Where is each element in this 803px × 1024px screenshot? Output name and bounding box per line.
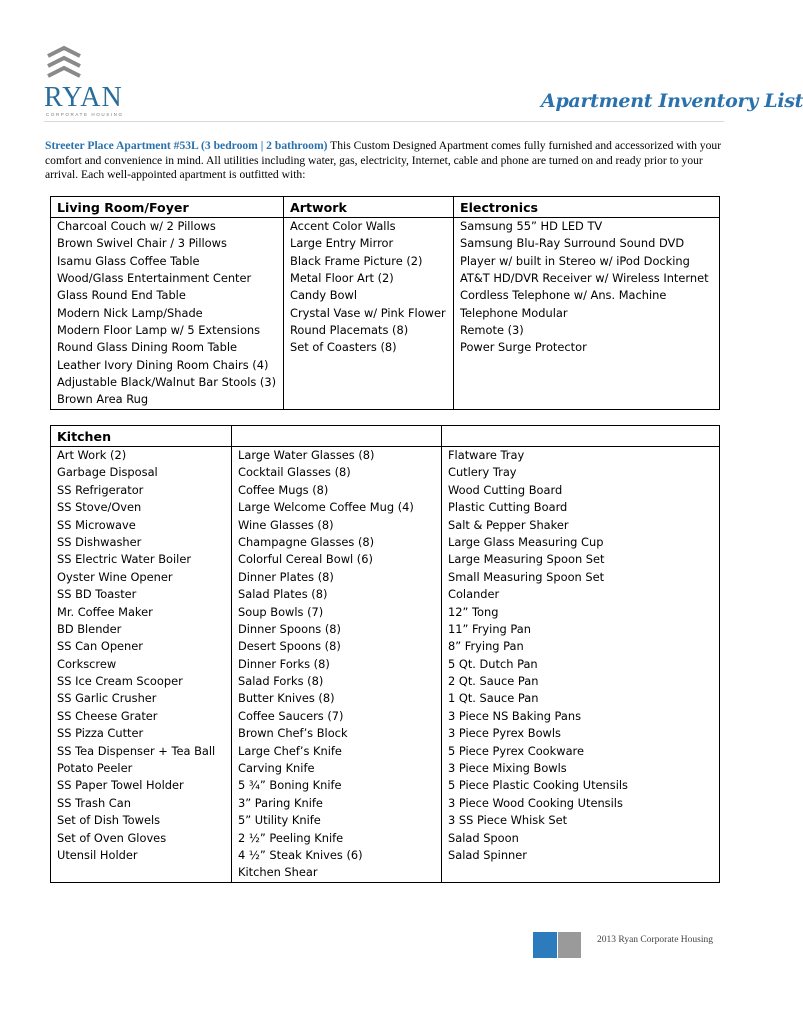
inventory-item: SS Tea Dispenser + Tea Ball xyxy=(57,743,216,758)
inventory-item: Candy Bowl xyxy=(290,288,358,303)
page-title: Apartment Inventory List xyxy=(541,90,803,112)
header-kitchen-col3 xyxy=(442,426,720,447)
inventory-item: Modern Floor Lamp w/ 5 Extensions xyxy=(57,323,261,338)
inventory-item: 5 Piece Plastic Cooking Utensils xyxy=(448,778,628,793)
inventory-item: Player w/ built in Stereo w/ iPod Docking xyxy=(460,253,690,268)
inventory-item: SS Paper Towel Holder xyxy=(57,778,184,793)
inventory-item: SS Garlic Crusher xyxy=(57,691,157,706)
logo-wordmark: RYAN xyxy=(44,82,123,113)
inventory-item: Garbage Disposal xyxy=(57,465,158,480)
inventory-item: Accent Color Walls xyxy=(290,219,396,233)
inventory-item: SS Trash Can xyxy=(57,795,131,810)
inventory-item: 3 Piece NS Baking Pans xyxy=(448,708,582,723)
inventory-item: 2 Qt. Sauce Pan xyxy=(448,674,539,689)
inventory-item: Isamu Glass Coffee Table xyxy=(57,253,200,268)
kitchen-dishware-list xyxy=(232,447,442,883)
inventory-item: 12” Tong xyxy=(448,604,499,619)
inventory-item: SS Dishwasher xyxy=(57,534,142,549)
kitchen-cookware-list xyxy=(442,447,720,883)
inventory-item: Dinner Spoons (8) xyxy=(238,621,341,636)
inventory-item: Charcoal Couch w/ 2 Pillows xyxy=(57,219,216,233)
inventory-item: Colander xyxy=(448,587,500,602)
inventory-item: 5 Qt. Dutch Pan xyxy=(448,656,538,671)
inventory-item: 3 Piece Wood Cooking Utensils xyxy=(448,795,623,810)
inventory-item: SS Ice Cream Scooper xyxy=(57,674,183,689)
inventory-item: Modern Nick Lamp/Shade xyxy=(57,305,203,320)
inventory-item: Flatware Tray xyxy=(448,448,525,462)
inventory-item: Champagne Glasses (8) xyxy=(238,534,375,549)
inventory-item: 11” Frying Pan xyxy=(448,621,531,636)
inventory-item: Salad Plates (8) xyxy=(238,587,328,602)
inventory-item: Wood Cutting Board xyxy=(448,482,563,497)
inventory-item: 8” Frying Pan xyxy=(448,639,524,654)
inventory-item: SS BD Toaster xyxy=(57,587,137,602)
inventory-item: Salt & Pepper Shaker xyxy=(448,517,569,532)
footer-logo-blue-block xyxy=(533,932,557,958)
inventory-item: Set of Oven Gloves xyxy=(57,830,167,845)
inventory-item: Brown Swivel Chair / 3 Pillows xyxy=(57,236,227,251)
inventory-item: SS Electric Water Boiler xyxy=(57,552,192,567)
inventory-item: 1 Qt. Sauce Pan xyxy=(448,691,539,706)
inventory-item: SS Microwave xyxy=(57,517,136,532)
intro-paragraph xyxy=(45,139,725,183)
inventory-item: Remote (3) xyxy=(460,323,524,338)
logo-tagline: CORPORATE HOUSING xyxy=(46,112,124,117)
title-divider xyxy=(44,121,724,122)
inventory-item: SS Cheese Grater xyxy=(57,708,158,723)
inventory-item: 5 Piece Pyrex Cookware xyxy=(448,743,584,758)
electronics-list xyxy=(454,218,720,410)
inventory-item: Colorful Cereal Bowl (6) xyxy=(238,552,373,567)
inventory-item: 5 ¾” Boning Knife xyxy=(238,778,342,793)
inventory-item: BD Blender xyxy=(57,621,122,636)
inventory-item: Large Water Glasses (8) xyxy=(238,448,375,462)
inventory-item: AT&T HD/DVR Receiver w/ Wireless Internet xyxy=(460,271,709,286)
inventory-item: Samsung 55” HD LED TV xyxy=(460,219,603,233)
inventory-item: 3 Piece Mixing Bowls xyxy=(448,761,567,776)
roof-chevrons-icon xyxy=(44,44,84,84)
header-living-room-foyer: Living Room/Foyer xyxy=(51,197,284,218)
inventory-item: Plastic Cutting Board xyxy=(448,500,568,515)
inventory-item: Large Chef’s Knife xyxy=(238,743,342,758)
inventory-item: Wood/Glass Entertainment Center xyxy=(57,271,252,286)
intro-text: This Custom Designed Apartment comes fully furnished and accessorized with your comfort and convenience in mind. All utilities including water, gas, electricity, Internet, cable and phone are turned on and ready prior to your arrival. Each well-appointed apartment is outfitted with: xyxy=(45,139,722,181)
inventory-item: Oyster Wine Opener xyxy=(57,569,173,584)
inventory-item: Adjustable Black/Walnut Bar Stools (3) xyxy=(57,375,277,390)
inventory-item: Coffee Mugs (8) xyxy=(238,482,329,497)
ryan-logo xyxy=(44,44,124,118)
inventory-item: Power Surge Protector xyxy=(460,340,587,355)
inventory-item: Round Glass Dining Room Table xyxy=(57,340,238,355)
inventory-item: Leather Ivory Dining Room Chairs (4) xyxy=(57,357,269,372)
inventory-item: Cocktail Glasses (8) xyxy=(238,465,351,480)
inventory-item: Art Work (2) xyxy=(57,448,127,462)
inventory-item: Crystal Vase w/ Pink Flower xyxy=(290,305,446,320)
inventory-item: Cordless Telephone w/ Ans. Machine xyxy=(460,288,667,303)
inventory-item: Set of Coasters (8) xyxy=(290,340,397,355)
inventory-item: Large Welcome Coffee Mug (4) xyxy=(238,500,414,515)
inventory-item: Salad Spoon xyxy=(448,830,519,845)
inventory-item: SS Refrigerator xyxy=(57,482,144,497)
inventory-item: Wine Glasses (8) xyxy=(238,517,334,532)
inventory-item: 4 ½” Steak Knives (6) xyxy=(238,847,363,862)
header-kitchen-col2 xyxy=(232,426,442,447)
header-electronics: Electronics xyxy=(454,197,720,218)
inventory-item: Mr. Coffee Maker xyxy=(57,604,153,619)
living-room-list xyxy=(51,218,284,410)
inventory-item: Set of Dish Towels xyxy=(57,813,161,828)
inventory-item: Corkscrew xyxy=(57,656,117,671)
inventory-item: SS Stove/Oven xyxy=(57,500,142,515)
inventory-item: Large Measuring Spoon Set xyxy=(448,552,605,567)
inventory-item: Samsung Blu-Ray Surround Sound DVD xyxy=(460,236,685,251)
inventory-item: 3” Paring Knife xyxy=(238,795,323,810)
inventory-item: Butter Knives (8) xyxy=(238,691,335,706)
inventory-item: Potato Peeler xyxy=(57,761,133,776)
inventory-item: Salad Spinner xyxy=(448,847,527,862)
inventory-item: Small Measuring Spoon Set xyxy=(448,569,605,584)
inventory-item: Brown Area Rug xyxy=(57,392,149,407)
living-artwork-electronics-table xyxy=(50,196,720,410)
artwork-list xyxy=(284,218,454,410)
inventory-item: 3 SS Piece Whisk Set xyxy=(448,813,568,828)
kitchen-table xyxy=(50,425,720,883)
inventory-item: 2 ½” Peeling Knife xyxy=(238,830,344,845)
inventory-item: Large Glass Measuring Cup xyxy=(448,534,604,549)
inventory-item: Kitchen Shear xyxy=(238,865,318,880)
inventory-item: Black Frame Picture (2) xyxy=(290,253,423,268)
inventory-item: SS Can Opener xyxy=(57,639,143,654)
inventory-item: Metal Floor Art (2) xyxy=(290,271,394,286)
header-kitchen: Kitchen xyxy=(51,426,232,447)
inventory-item: 5” Utility Knife xyxy=(238,813,321,828)
inventory-item: 3 Piece Pyrex Bowls xyxy=(448,726,561,741)
apartment-name: Streeter Place Apartment #53L (3 bedroom | 2 bathroom) xyxy=(45,139,328,152)
header-artwork: Artwork xyxy=(284,197,454,218)
inventory-item: Brown Chef’s Block xyxy=(238,726,348,741)
inventory-item: Utensil Holder xyxy=(57,847,138,862)
inventory-item: Coffee Saucers (7) xyxy=(238,708,344,723)
inventory-item: SS Pizza Cutter xyxy=(57,726,144,741)
inventory-item: Desert Spoons (8) xyxy=(238,639,341,654)
inventory-item: Salad Forks (8) xyxy=(238,674,324,689)
inventory-item: Carving Knife xyxy=(238,761,315,776)
inventory-item: Soup Bowls (7) xyxy=(238,604,324,619)
inventory-item: Large Entry Mirror xyxy=(290,236,394,251)
inventory-item: Dinner Forks (8) xyxy=(238,656,330,671)
inventory-item: Round Placemats (8) xyxy=(290,323,409,338)
inventory-item: Dinner Plates (8) xyxy=(238,569,334,584)
inventory-item: Glass Round End Table xyxy=(57,288,186,303)
inventory-item: Telephone Modular xyxy=(460,305,568,320)
footer-logo xyxy=(533,932,581,958)
footer-logo-gray-block xyxy=(558,932,581,958)
kitchen-appliances-list xyxy=(51,447,232,883)
inventory-item: Cutlery Tray xyxy=(448,465,517,480)
footer-copyright: 2013 Ryan Corporate Housing xyxy=(597,935,713,945)
